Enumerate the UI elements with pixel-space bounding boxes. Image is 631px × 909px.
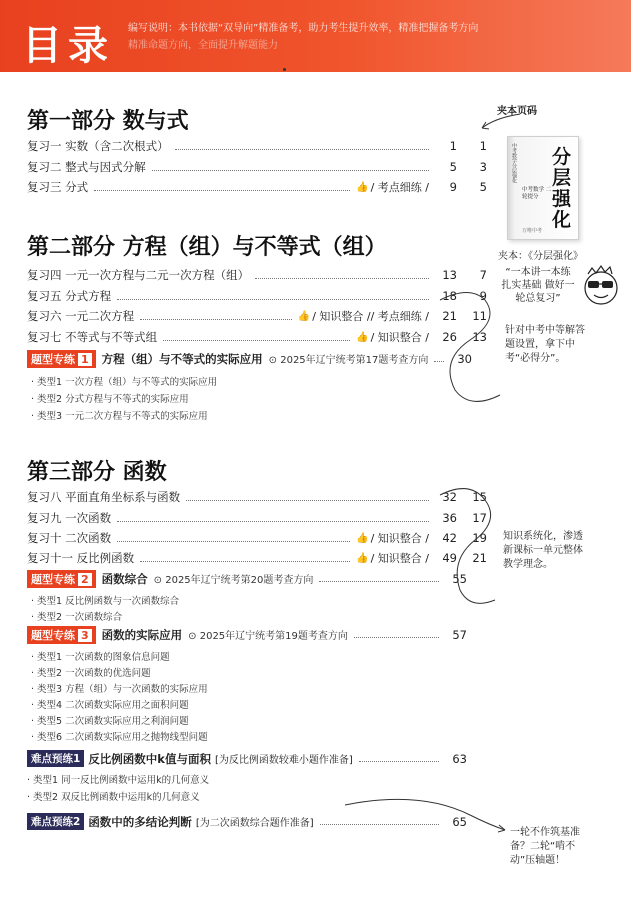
arrow-curve: [482, 114, 520, 128]
page-number: 49: [442, 551, 457, 565]
part-1-title: 第一部分 数与式: [27, 109, 189, 134]
special-source: ⊙ 2025年辽宁统考第19题考查方向: [188, 631, 348, 642]
booklet-page-number: 3: [479, 160, 487, 174]
page-number: 13: [442, 268, 457, 282]
speech-bubble-text: “一本讲一本练 扎实基础 做好一轮总复习”: [501, 267, 575, 304]
header-note-line-2: 精准命题方向，全面提升解题能力: [128, 40, 278, 51]
page-number: 18: [442, 289, 457, 303]
thumbs-up-icon: 👍: [297, 310, 311, 322]
subtype-item: · 类型3 一元二次方程与不等式的实际应用: [31, 411, 208, 422]
page-number: 55: [452, 571, 467, 586]
book-subtitle: 中考数学 二轮提分: [522, 187, 552, 200]
difficulty-note: [为反比例函数较难小题作准备]: [214, 755, 353, 766]
booklet-page-number: 9: [479, 289, 487, 303]
booklet-page-number: 19: [472, 531, 487, 545]
subtype-item: · 类型1 一次方程（组）与不等式的实际应用: [31, 377, 218, 388]
toc-row-label: 复习十一 反比例函数: [27, 551, 135, 565]
special-source-text: 2025年辽宁统考第20题考查方向: [165, 575, 314, 586]
page-number: 42: [442, 531, 457, 545]
subtype-item: · 类型2 一次函数综合: [31, 612, 123, 623]
special-badge-text: 题型专练: [31, 352, 75, 366]
special-source: ⊙ 2025年辽宁统考第20题考查方向: [153, 575, 314, 586]
subtype-item: · 类型3 方程（组）与一次函数的实际应用: [31, 684, 208, 695]
header-note-line-1: 编写说明：本书依据“双导向”精准备考，助力考生提升效率，精准把握备考方向: [128, 23, 479, 34]
page-number: 57: [452, 627, 467, 642]
row-tag: / 知识整合 /: [370, 331, 429, 344]
difficulty-badge: 难点预练1: [27, 750, 84, 767]
thumbs-up-icon: 👍: [356, 532, 369, 544]
arrow-curve: [345, 799, 505, 830]
book-caption: 夹本：《分层强化》: [498, 251, 583, 262]
page-number: 5: [449, 160, 457, 174]
page-number: 63: [452, 751, 467, 766]
row-tag: / 知识整合 // 考点细练 /: [312, 310, 429, 323]
page-code-label: 夹本页码: [497, 106, 537, 117]
page-number: 9: [449, 180, 457, 194]
booklet-page-number: 17: [472, 511, 487, 525]
thumbs-up-icon: 👍: [356, 552, 369, 564]
side-note-2: 知识系统化，渗透新课标一单元整体教学理念。: [503, 531, 583, 570]
subtype-item: · 类型1 反比例函数与一次函数综合: [31, 596, 180, 607]
page-number: 65: [452, 814, 467, 829]
page-number: 36: [442, 511, 457, 525]
difficulty-title: 反比例函数中k值与面积: [88, 751, 211, 766]
row-tag: / 知识整合 /: [370, 552, 429, 565]
special-source-text: 2025年辽宁统考第17题考查方向: [280, 355, 429, 366]
row-tag: / 知识整合 /: [370, 532, 429, 545]
difficulty-title: 函数中的多结论判断: [88, 814, 192, 829]
subtype-item: · 类型1 同一反比例函数中运用k的几何意义: [27, 775, 210, 786]
booklet-page-number: 21: [472, 551, 487, 565]
swirl-arrow: [440, 293, 500, 402]
toc-row-label: 复习二 整式与因式分解: [27, 160, 146, 174]
booklet-page-number: 13: [472, 330, 487, 344]
booklet-page-number: 11: [472, 309, 487, 323]
special-title: 方程（组）与不等式的实际应用: [101, 351, 263, 366]
page-number: 32: [442, 490, 457, 504]
difficulty-badge: 难点预练2: [27, 813, 84, 830]
row-tag: / 考点细练 /: [370, 181, 429, 194]
subtype-item: · 类型1 一次函数的图象信息问题: [31, 652, 170, 663]
special-badge-number: 1: [78, 353, 92, 366]
cartoon-face-icon: [585, 266, 617, 304]
subtype-item: · 类型2 分式方程与不等式的实际应用: [31, 394, 189, 405]
special-badge-number: 3: [78, 629, 92, 642]
toc-row-label: 复习六 一元二次方程: [27, 309, 135, 323]
toc-row-label: 复习一 实数（含二次根式）: [27, 139, 169, 153]
thumbs-up-icon: 👍: [356, 331, 369, 343]
toc-row-label: 复习五 分式方程: [27, 289, 112, 303]
book-title: 分层强化: [552, 146, 572, 231]
subtype-item: · 类型5 二次函数实际应用之利润问题: [31, 716, 189, 727]
special-source: ⊙ 2025年辽宁统考第17题考查方向: [268, 355, 429, 366]
toc-row-label: 复习四 一元一次方程与二元一次方程（组）: [27, 268, 250, 282]
booklet-page-number: 5: [479, 180, 487, 194]
booklet-page-number: 7: [479, 268, 487, 282]
booklet-page-number: 1: [479, 139, 487, 153]
special-badge-text: 题型专练: [31, 628, 75, 642]
page-number: 30: [457, 351, 472, 366]
side-note-1: 针对中考中等解答题设置，拿下中考“必得分”。: [505, 325, 585, 364]
page-title: 目录: [22, 23, 114, 69]
page-number: 1: [449, 139, 457, 153]
special-title: 函数综合: [101, 571, 148, 586]
page-number: 21: [442, 309, 457, 323]
toc-row-label: 复习七 不等式与不等式组: [27, 330, 158, 344]
difficulty-note: [为二次函数综合题作准备]: [195, 818, 314, 829]
page-number: 26: [442, 330, 457, 344]
part-3-title: 第三部分 函数: [27, 460, 167, 485]
special-badge-number: 2: [78, 573, 92, 586]
special-source-text: 2025年辽宁统考第19题考查方向: [199, 631, 348, 642]
toc-row-label: 复习三 分式: [27, 180, 89, 194]
subtype-item: · 类型2 双反比例函数中运用k的几何意义: [27, 792, 200, 803]
book-spine-text: 中考数学分层强化: [511, 143, 517, 183]
part-2-title: 第二部分 方程（组）与不等式（组）: [27, 235, 387, 260]
toc-row-label: 复习十 二次函数: [27, 531, 112, 545]
special-title: 函数的实际应用: [101, 627, 183, 642]
subtype-item: · 类型2 一次函数的优选问题: [31, 668, 151, 679]
subtype-item: · 类型6 二次函数实际应用之抛物线型问题: [31, 732, 208, 743]
thumbs-up-icon: 👍: [356, 181, 369, 193]
book-brand: 万唯中考: [522, 228, 543, 234]
subtype-item: · 类型4 二次函数实际应用之面积问题: [31, 700, 189, 711]
toc-row-label: 复习九 一次函数: [27, 511, 112, 525]
toc-row-label: 复习八 平面直角坐标系与函数: [27, 490, 181, 504]
side-note-3: 一轮不作筑基准备？二轮“啃不动”压轴题！: [510, 827, 580, 866]
swirl-arrow: [440, 489, 495, 604]
special-badge-text: 题型专练: [31, 572, 75, 586]
booklet-page-number: 15: [472, 490, 487, 504]
